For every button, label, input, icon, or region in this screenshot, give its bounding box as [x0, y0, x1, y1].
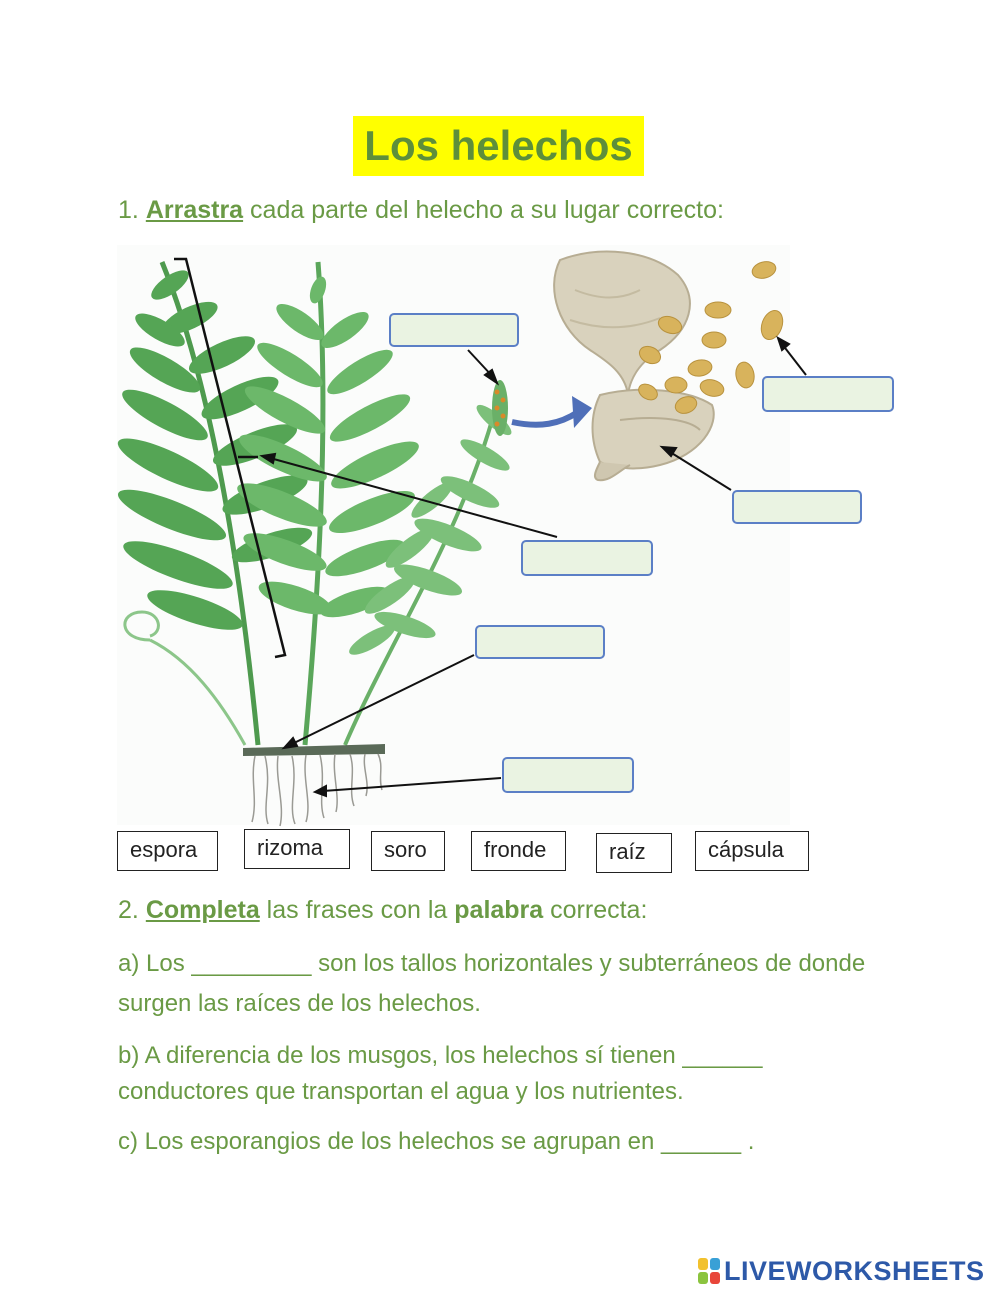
drop-target-rhizome[interactable]	[475, 625, 605, 659]
question-2-text: las frases con la	[266, 896, 448, 924]
question-1-keyword: Arrastra	[145, 196, 244, 224]
sentence-b: b) A diferencia de los musgos, los helechos sí tienen ______ conductores que transportan el agua y los nutrientes.	[118, 1042, 763, 1105]
drop-target-frond[interactable]	[521, 540, 653, 576]
drop-target-sorus[interactable]	[389, 313, 519, 347]
logo-mark-icon	[698, 1258, 720, 1284]
word-tile-espora[interactable]: espora	[117, 831, 218, 871]
word-tile-raiz[interactable]: raíz	[596, 833, 672, 873]
question-2-bold-word: palabra	[454, 896, 544, 924]
question-2-keyword: Completa	[145, 896, 260, 924]
drop-target-root[interactable]	[502, 757, 634, 793]
sentence-c: c) Los esporangios de los helechos se agrupan en ______ .	[118, 1128, 755, 1155]
question-1-text: cada parte del helecho a su lugar correcto:	[250, 196, 724, 224]
word-tile-capsula[interactable]: cápsula	[695, 831, 809, 871]
question-1-number: 1.	[118, 196, 139, 224]
word-tile-rizoma[interactable]: rizoma	[244, 829, 350, 869]
drop-target-capsule[interactable]	[732, 490, 862, 524]
word-tile-fronde[interactable]: fronde	[471, 831, 566, 871]
logo-text: LIVEWORKSHEETS	[724, 1255, 985, 1286]
question-2	[118, 896, 647, 925]
sentence-a: a) Los _________ son los tallos horizontales y subterráneos de donde surgen las raíces de los helechos.	[118, 950, 866, 1017]
liveworksheets-logo	[698, 1254, 985, 1288]
question-2-end: correcta:	[550, 896, 648, 924]
drop-target-spore[interactable]	[762, 376, 894, 412]
fertile-pinna	[492, 380, 508, 436]
page-title: Los helechos	[353, 116, 644, 176]
word-tile-soro[interactable]: soro	[371, 831, 445, 871]
question-2-number: 2.	[118, 896, 139, 924]
